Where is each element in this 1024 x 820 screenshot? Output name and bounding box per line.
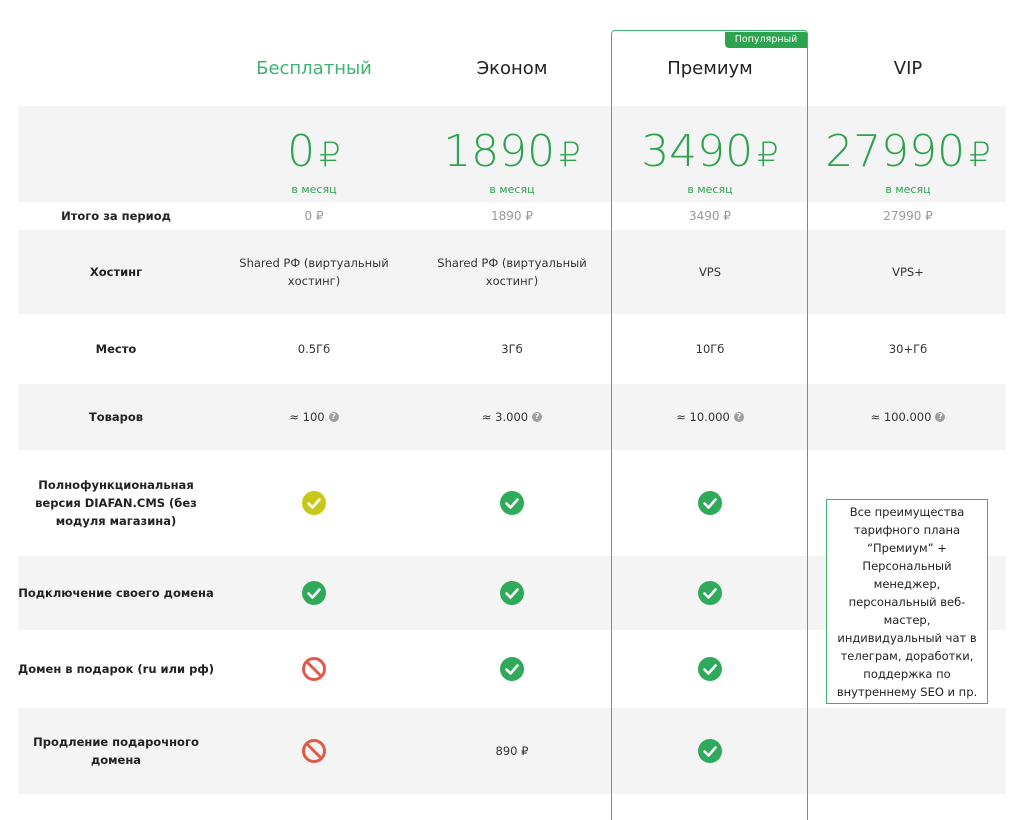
space-economy: 3Гб: [501, 342, 523, 356]
price-free: [216, 128, 412, 176]
plan-name-free: Бесплатный: [256, 58, 372, 79]
price-value: 0: [287, 126, 316, 177]
domain-renew-premium: [612, 708, 808, 794]
period-free: в месяц: [291, 183, 337, 196]
currency-symbol: ₽: [559, 135, 581, 175]
space-free: 0.5Гб: [297, 342, 331, 356]
domain-gift-premium: [612, 632, 808, 706]
price-value: 27990: [825, 126, 966, 177]
row-label-fullversion: Полнофункциональная версия DIAFAN.CMS (без модуля магазина): [35, 478, 197, 528]
space-premium: 10Гб: [695, 342, 725, 356]
price-value: 1890: [443, 126, 556, 177]
goods-economy: [414, 384, 610, 450]
vip-benefits-note: [826, 499, 988, 704]
currency-symbol: ₽: [757, 135, 779, 175]
vip-note-text: Все преимущества тарифного плана “Премиум” + Персональный менеджер, персональный веб-мастер, индивидуальный чат в телеграм, доработки, поддержка по внутреннему SEO и пр.: [836, 504, 978, 699]
check-circle-icon: [499, 580, 525, 606]
domain-connect-premium: [612, 556, 808, 630]
check-circle-yellow-icon: [301, 490, 327, 516]
row-label-hosting: Хостинг: [89, 265, 143, 279]
total-vip: 27990 ₽: [883, 209, 933, 223]
hosting-vip: VPS+: [892, 265, 924, 279]
price-vip: [810, 128, 1006, 176]
period-vip: в месяц: [885, 183, 931, 196]
hosting-free: Shared РФ (виртуальный хостинг): [239, 256, 389, 288]
fullversion-premium: [612, 452, 808, 554]
row-label-total: Итого за период: [61, 209, 171, 223]
currency-symbol: ₽: [969, 135, 991, 175]
price-economy: [414, 128, 610, 176]
price-premium: [612, 128, 808, 176]
row-label-space: Место: [95, 342, 137, 356]
row-label-domain-connect: Подключение своего домена: [18, 586, 214, 600]
question-icon[interactable]: ?: [734, 412, 744, 422]
plan-name-vip: VIP: [893, 58, 923, 79]
check-circle-icon: [697, 580, 723, 606]
check-circle-icon: [301, 580, 327, 606]
check-circle-icon: [697, 738, 723, 764]
question-icon[interactable]: ?: [935, 412, 945, 422]
fullversion-economy: [414, 452, 610, 554]
check-circle-icon: [697, 656, 723, 682]
check-circle-icon: [499, 656, 525, 682]
domain-renew-free: [216, 708, 412, 794]
hosting-premium: VPS: [698, 265, 722, 279]
question-icon[interactable]: ?: [329, 412, 339, 422]
check-circle-icon: [697, 490, 723, 516]
domain-connect-economy: [414, 556, 610, 630]
goods-value: ≈ 10.000: [676, 410, 730, 424]
hosting-economy: Shared РФ (виртуальный хостинг): [437, 256, 587, 288]
no-entry-icon: [301, 738, 327, 764]
goods-vip: [810, 384, 1006, 450]
total-premium: 3490 ₽: [689, 209, 731, 223]
domain-gift-economy: [414, 632, 610, 706]
total-economy: 1890 ₽: [491, 209, 533, 223]
goods-value: ≈ 100.000: [870, 410, 932, 424]
plan-name-economy: Эконом: [476, 58, 548, 79]
goods-free: [216, 384, 412, 450]
goods-value: ≈ 3.000: [481, 410, 529, 424]
plan-name-premium: Премиум: [667, 58, 753, 79]
row-label-domain-gift: Домен в подарок (ru или рф): [18, 662, 214, 676]
row-label-domain-renew: Продление подарочного домена: [33, 735, 199, 767]
no-entry-icon: [301, 656, 327, 682]
fullversion-free: [216, 452, 412, 554]
popular-badge: Популярный: [725, 32, 807, 48]
space-vip: 30+Гб: [888, 342, 928, 356]
currency-symbol: ₽: [319, 135, 341, 175]
goods-value: ≈ 100: [289, 410, 325, 424]
goods-premium: [612, 384, 808, 450]
domain-connect-free: [216, 556, 412, 630]
domain-gift-free: [216, 632, 412, 706]
total-free: 0 ₽: [304, 209, 324, 223]
period-economy: в месяц: [489, 183, 535, 196]
domain-renew-economy: 890 ₽: [495, 744, 529, 758]
question-icon[interactable]: ?: [532, 412, 542, 422]
row-label-goods: Товаров: [88, 410, 144, 424]
price-value: 3490: [641, 126, 754, 177]
period-premium: в месяц: [687, 183, 733, 196]
check-circle-icon: [499, 490, 525, 516]
